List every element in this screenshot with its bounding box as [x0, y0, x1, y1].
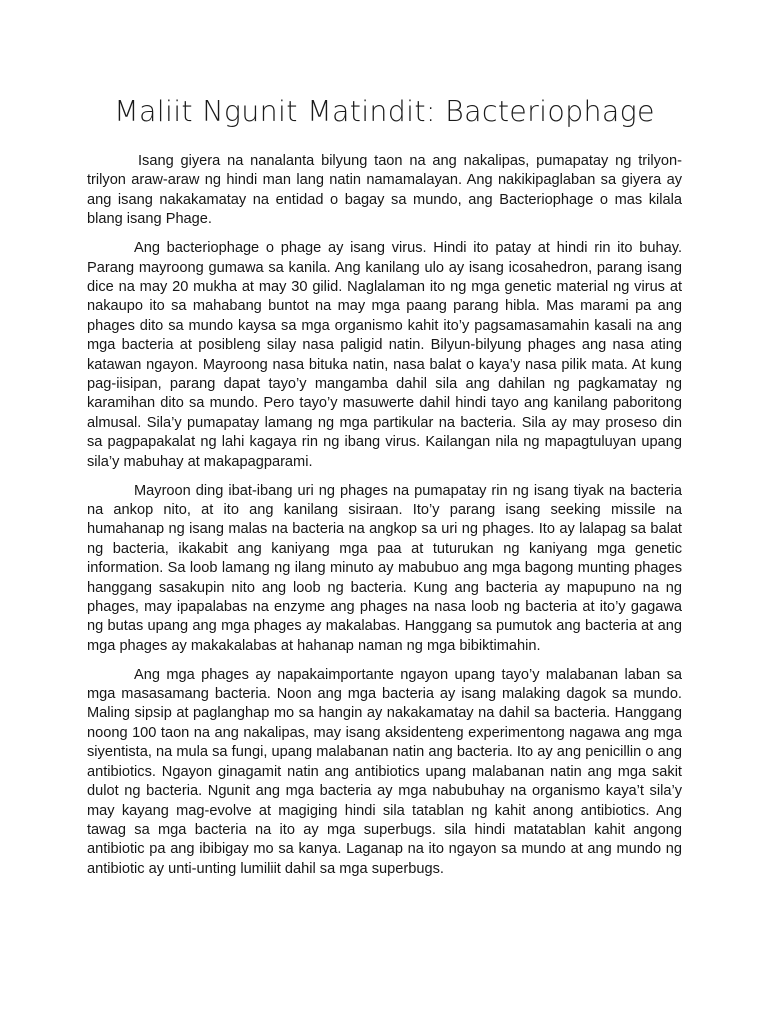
paragraph-antibiotics-superbugs: Ang mga phages ay napakaimportante ngayon upang tayo’y malabanan laban sa mga masasamang bacteria. Noon ang mga bacteria ay isang malaking dagok sa mundo. Maling sipsip at paglanghap mo sa hangin ay nakakamatay na dahil sa bacteria. Hanggang noong 100 taon na ang nakalipas, may isang aksidenteng experimentong nagawa ang mga siyentista, na mula sa fungi, upang malabanan natin ang bacteria. Ito ay ang penicillin o ang antibiotics. Ngayon ginagamit natin ang antibiotics upang malabanan natin ang mga sakit dulot ng bacteria. Ngunit ang mga bacteria ay mga nabubuhay na organismo kaya’t sila’y may kayang mag-evolve at magiging hindi sila tatablan ng kahit anong antibiotics. Ang tawag sa mga bacteria na ito ay mga superbugs. sila hindi matatablan kahit angong antibiotic pa ang ibibigay mo sa kanya. Laganap na ito ngayon sa mundo at ang mundo ng antibiotic ay unti-unting lumiliit dahil sa mga superbugs. — [87, 666, 682, 877]
paragraph-phage-description: Ang bacteriophage o phage ay isang virus. Hindi ito patay at hindi rin ito buhay. Parang mayroong gumawa sa kanila. Ang kanilang ulo ay isang icosahedron, parang isang dice na may 20 mukha at may 30 gilid. Naglalaman ito ng mga genetic material ng virus at nakaupo ito sa mahabang buntot na may mga paang parang hibla. Mas marami pa ang phages dito sa mundo kaysa sa mga organismo kahit ito’y pagsamasamahin kasali na ang mga bacteria at posibleng silay nasa paligid natin. Bilyun-bilyung phages ang nasa ating katawan ngayon. Mayroong nasa bituka natin, nasa balat o kaya’y nasa pilik mata. At kung pag-iisipan, parang dapat tayo’y mangamba dahil sila ang dahilan ng pagkamatay ng karamihan dito sa mundo. Pero tayo’y masuwerte dahil hindi tayo ang kanilang paboritong almusal. Sila’y pumapatay lamang ng mga partikular na bacteria. Sila ay may proseso din sa pagpapakalat ng lahi kagaya rin ng ibang virus. Kailangan nila ng mapagtuluyan upang sila’y mabuhay at makapagparami. — [87, 240, 682, 470]
paragraph-intro: Isang giyera na nanalanta bilyung taon na ang nakalipas, pumapatay ng trilyon-trilyon araw-araw ng hindi man lang natin namamalayan. Ang nakikipaglaban sa giyera ay ang isang nakakamatay na entidad o bagay sa mundo, ang Bacteriophage o mas kilala blang isang Phage. — [87, 153, 682, 228]
document-title: Maliit Ngunit Matindit: Bacteriophage — [114, 95, 655, 128]
paragraph-infection-process: Mayroon ding ibat-ibang uri ng phages na pumapatay rin ng isang tiyak na bacteria na ankop nito, at ito ang kanilang sisiraan. Ito’y parang isang seeking missile na humahanap ng isang malas na bacteria na angkop sa uri ng phages. Ito ay lalapag sa balat ng bacteria, ikakabit ang kaniyang mga paa at tuturukan ng kaniyang mga genetic information. Sa loob lamang ng ilang minuto ay mabubuo ang mga bagong munting phages hanggang sasakupin nito ang loob ng bacteria. Kung ang bacteria ay mapupuno na ng phages, may ipapalabas na enzyme ang phages na nasa loob ng bacteria at ito’y gagawa ng butas upang ang mga phages ay makalabas. Hanggang sa pumutok ang bacteria at ang mga phages ay makakalabas at hahanap naman ng mga bibiktimahin. — [87, 482, 682, 654]
